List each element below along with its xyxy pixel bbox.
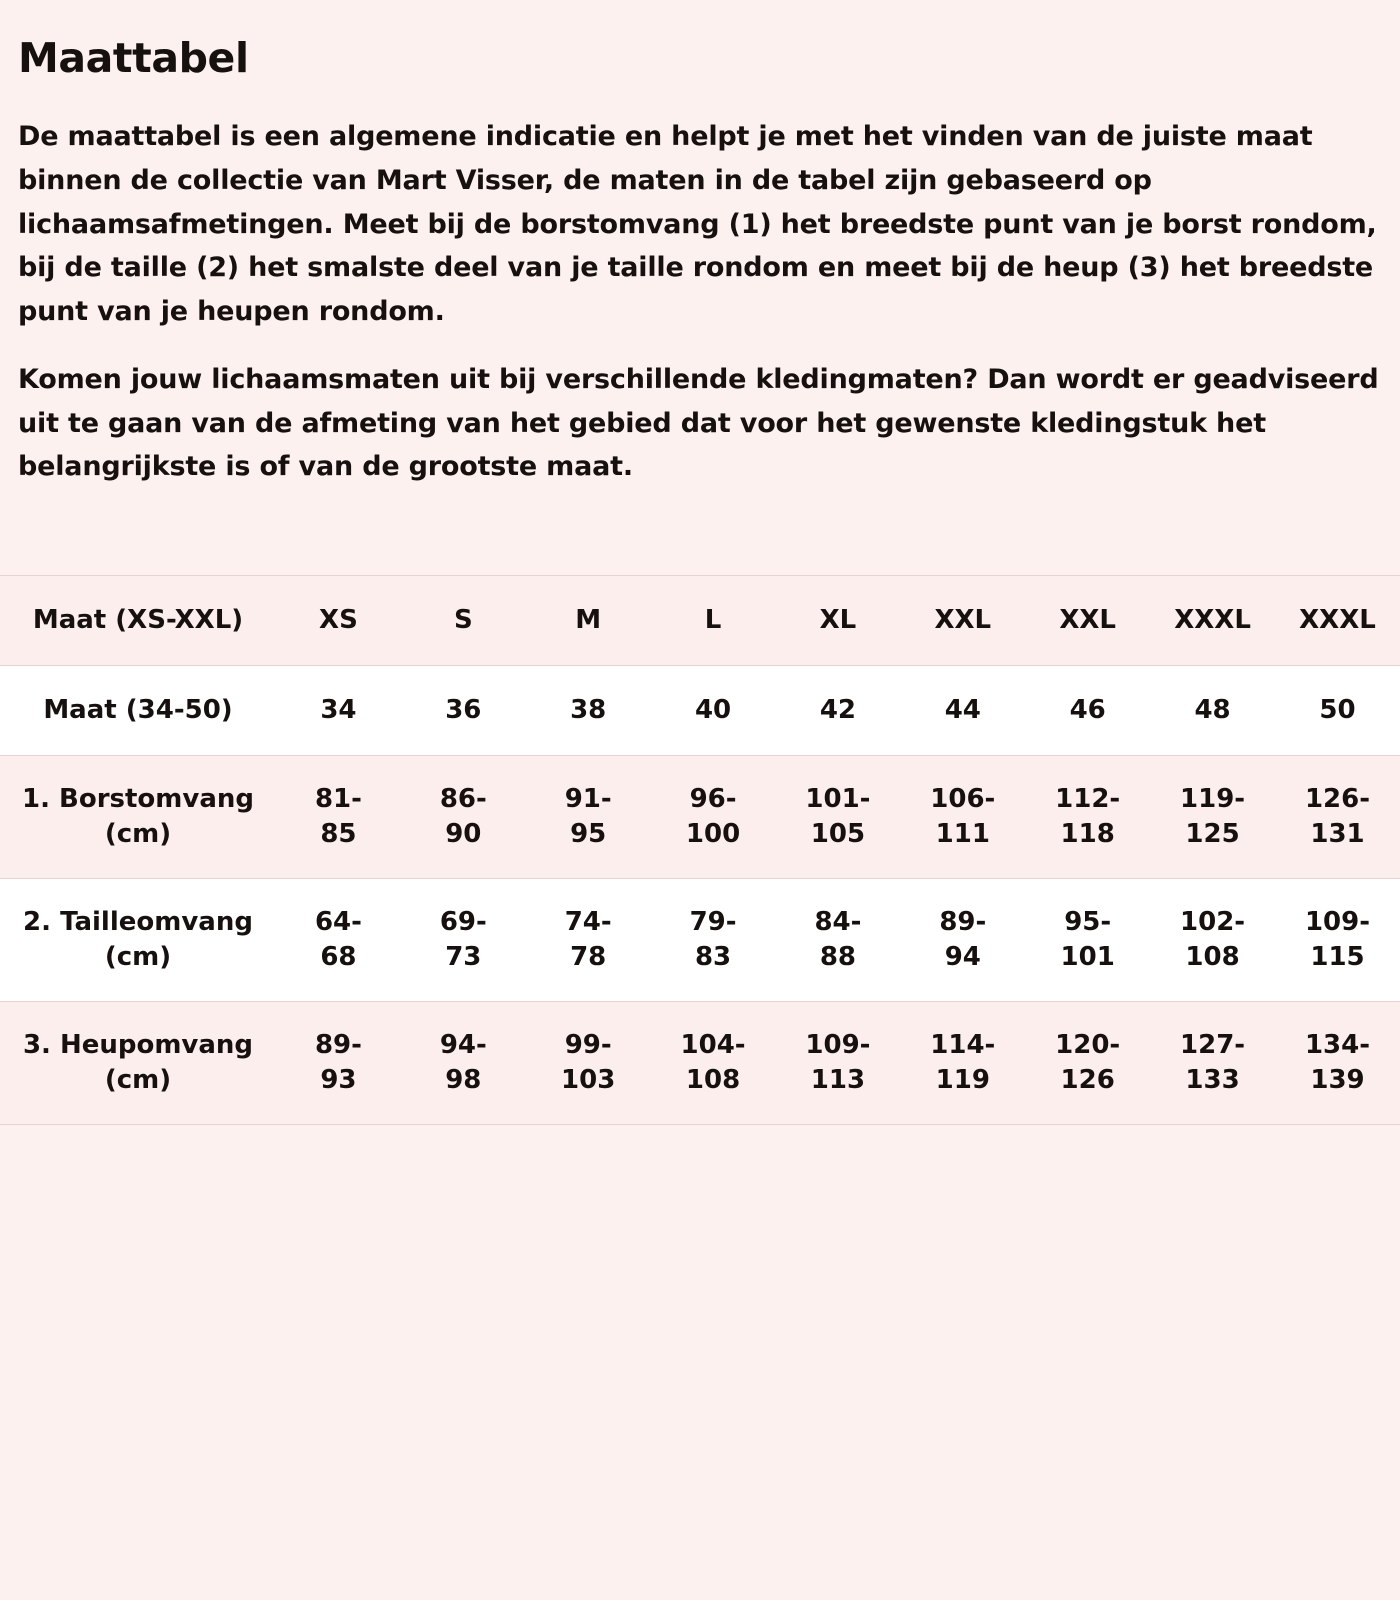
- cell-num-44: 44: [900, 665, 1025, 755]
- range-high: 90: [445, 818, 482, 849]
- range-low: 79-: [689, 906, 737, 937]
- cell-hip-xxl: [900, 1002, 1025, 1125]
- range-high: 73: [445, 942, 482, 973]
- range-low: 109-: [1304, 906, 1371, 937]
- cell-num-50: 50: [1275, 665, 1400, 755]
- range-low: 99-: [564, 1030, 612, 1061]
- row-header-bust: 1. Borstomvang (cm): [0, 755, 276, 878]
- cell-bust-s: [401, 755, 526, 878]
- cell-size-m: M: [526, 575, 651, 665]
- range-low: 104-: [680, 1030, 746, 1061]
- cell-waist-xxl: [900, 878, 1025, 1001]
- section-spacer: [18, 489, 1382, 575]
- cell-num-46: 46: [1025, 665, 1150, 755]
- cell-waist-xl: [776, 878, 901, 1001]
- range-low: 102-: [1180, 906, 1246, 937]
- cell-waist-xxl-2: [1025, 878, 1150, 1001]
- range-low: 94-: [439, 1030, 487, 1061]
- cell-size-s: S: [401, 575, 526, 665]
- intro-paragraph-2: Komen jouw lichaamsmaten uit bij verschillende kledingmaten? Dan wordt er geadviseerd uit te gaan van de afmeting van het gebied dat voor het gewenste kledingstuk het belangrijkste is of van de grootste maat.: [18, 363, 1379, 483]
- cell-num-34: 34: [276, 665, 401, 755]
- table-row: [0, 755, 1400, 878]
- range-high: 139: [1310, 1065, 1365, 1096]
- range-high: 115: [1310, 942, 1365, 973]
- range-low: 112-: [1055, 783, 1121, 814]
- cell-waist-m: [526, 878, 651, 1001]
- row-header-numeric-sizes: Maat (34-50): [0, 665, 276, 755]
- cell-hip-xxxl-2: [1275, 1002, 1400, 1125]
- cell-hip-xxxl: [1150, 1002, 1275, 1125]
- range-high: 119: [935, 1065, 990, 1096]
- range-high: 101: [1060, 942, 1115, 973]
- range-high: 111: [935, 818, 990, 849]
- range-low: 106-: [930, 783, 996, 814]
- range-low: 126-: [1304, 783, 1371, 814]
- range-low: 127-: [1180, 1030, 1246, 1061]
- range-low: 91-: [564, 783, 612, 814]
- cell-size-xl: XL: [776, 575, 901, 665]
- range-high: 94: [944, 942, 981, 973]
- range-high: 68: [320, 942, 357, 973]
- cell-waist-xxxl-2: [1275, 878, 1400, 1001]
- cell-bust-xxl: [900, 755, 1025, 878]
- cell-size-xxxl: XXXL: [1150, 575, 1275, 665]
- cell-bust-xl: [776, 755, 901, 878]
- cell-size-l: L: [651, 575, 776, 665]
- table-row: [0, 1002, 1400, 1125]
- range-high: 125: [1185, 818, 1240, 849]
- row-header-waist: 2. Tailleomvang (cm): [0, 878, 276, 1001]
- page-title: Maattabel: [18, 34, 249, 82]
- range-high: 108: [685, 1065, 741, 1096]
- range-high: 131: [1310, 818, 1365, 849]
- cell-hip-xxl-2: [1025, 1002, 1150, 1125]
- range-high: 78: [570, 942, 607, 973]
- cell-bust-m: [526, 755, 651, 878]
- range-low: 96-: [689, 783, 737, 814]
- cell-size-xxxl-2: XXXL: [1275, 575, 1400, 665]
- cell-num-48: 48: [1150, 665, 1275, 755]
- cell-hip-xl: [776, 1002, 901, 1125]
- cell-bust-xxl-2: [1025, 755, 1150, 878]
- table-row: [0, 665, 1400, 755]
- range-high: 126: [1060, 1065, 1115, 1096]
- row-header-hip: 3. Heupomvang (cm): [0, 1002, 276, 1125]
- range-high: 113: [810, 1065, 866, 1096]
- cell-bust-xs: [276, 755, 401, 878]
- range-low: 95-: [1064, 906, 1112, 937]
- range-low: 81-: [314, 783, 362, 814]
- cell-hip-s: [401, 1002, 526, 1125]
- range-high: 103: [561, 1065, 616, 1096]
- range-low: 74-: [564, 906, 612, 937]
- range-low: 114-: [930, 1030, 996, 1061]
- range-low: 89-: [314, 1030, 362, 1061]
- size-table: [0, 575, 1400, 1125]
- range-high: 83: [694, 942, 732, 973]
- range-high: 93: [320, 1065, 357, 1096]
- cell-num-36: 36: [401, 665, 526, 755]
- cell-size-xxl: XXL: [900, 575, 1025, 665]
- range-low: 120-: [1055, 1030, 1121, 1061]
- range-low: 84-: [814, 906, 862, 937]
- cell-size-xxl-2: XXL: [1025, 575, 1150, 665]
- cell-waist-s: [401, 878, 526, 1001]
- cell-hip-xs: [276, 1002, 401, 1125]
- row-header-letter-sizes: Maat (XS-XXL): [0, 575, 276, 665]
- table-row: [0, 878, 1400, 1001]
- cell-waist-xs: [276, 878, 401, 1001]
- range-low: 101-: [805, 783, 871, 814]
- range-high: 88: [819, 942, 857, 973]
- range-high: 98: [445, 1065, 482, 1096]
- cell-num-40: 40: [651, 665, 776, 755]
- range-high: 100: [685, 818, 741, 849]
- range-high: 118: [1060, 818, 1115, 849]
- cell-hip-l: [651, 1002, 776, 1125]
- range-high: 85: [320, 818, 357, 849]
- range-low: 86-: [439, 783, 487, 814]
- range-low: 64-: [314, 906, 362, 937]
- cell-num-42: 42: [776, 665, 901, 755]
- range-high: 108: [1185, 942, 1240, 973]
- range-low: 134-: [1304, 1030, 1371, 1061]
- cell-num-38: 38: [526, 665, 651, 755]
- range-low: 109-: [805, 1030, 871, 1061]
- cell-bust-xxxl: [1150, 755, 1275, 878]
- range-high: 105: [810, 818, 866, 849]
- intro-paragraph-1: De maattabel is een algemene indicatie en helpt je met het vinden van de juiste maat binnen de collectie van Mart Visser, de maten in de tabel zijn gebaseerd op lichaamsafmetingen. Meet bij de borstomvang (1) het breedste punt van je borst rondom, bij de taille (2) het smalste deel van je taille rondom en meet bij de heup (3) het breedste punt van je heupen rondom.: [18, 121, 1377, 328]
- cell-waist-xxxl: [1150, 878, 1275, 1001]
- range-high: 133: [1185, 1065, 1240, 1096]
- range-low: 69-: [439, 906, 487, 937]
- table-row: [0, 575, 1400, 665]
- cell-size-xs: XS: [276, 575, 401, 665]
- range-high: 95: [570, 818, 607, 849]
- cell-hip-m: [526, 1002, 651, 1125]
- cell-bust-xxxl-2: [1275, 755, 1400, 878]
- range-low: 119-: [1180, 783, 1246, 814]
- range-low: 89-: [939, 906, 987, 937]
- cell-bust-l: [651, 755, 776, 878]
- cell-waist-l: [651, 878, 776, 1001]
